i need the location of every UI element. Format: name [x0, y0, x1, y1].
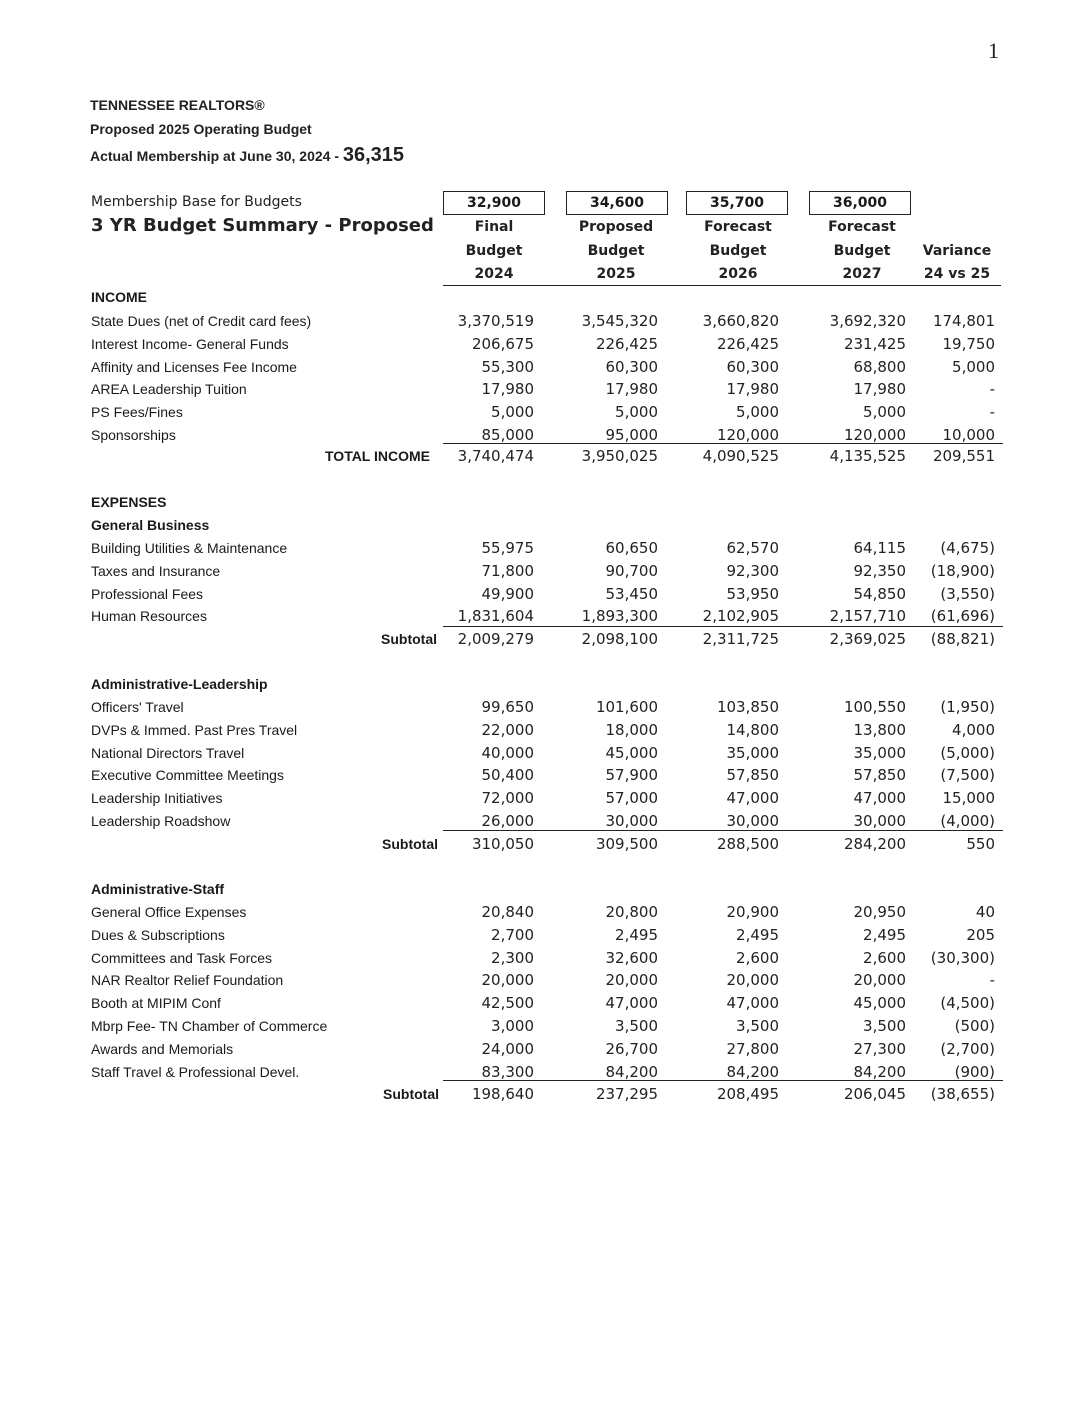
leadership-row-col-4: 47,000 [853, 789, 906, 808]
column-heading: Forecast [828, 219, 896, 235]
general-subtotal-col-4: 2,369,025 [829, 630, 906, 648]
membership-base-box: 32,900 [443, 191, 545, 215]
income-row-col-2: 95,000 [605, 426, 658, 444]
staff-row-col-1: 24,000 [481, 1039, 534, 1058]
income-row-label: State Dues (net of Credit card fees) [91, 313, 312, 329]
leadership-row-col-2: 57,900 [605, 766, 658, 785]
income-row-col-2: 60,300 [605, 357, 658, 376]
staff-row-col-2: 47,000 [605, 994, 658, 1013]
leadership-row-label: National Directors Travel [91, 744, 245, 761]
general-row-label: Taxes and Insurance [91, 562, 221, 579]
general-row-col-3: 2,102,905 [702, 607, 779, 626]
general-subtotal-col-2: 2,098,100 [581, 630, 658, 648]
staff-row-col-4: 84,200 [853, 1062, 906, 1081]
income-row-col-1: 17,980 [481, 380, 534, 399]
leadership-row-col-3: 30,000 [726, 812, 779, 830]
leadership-subtotal-col-4: 284,200 [843, 835, 906, 853]
staff-row-col-1: 20,840 [481, 903, 534, 921]
leadership-subtotal-label: Subtotal [382, 836, 438, 852]
leadership-row-col-5: (5,000) [940, 743, 995, 762]
expenses-heading: EXPENSES [91, 494, 167, 510]
income-row-label: Affinity and Licenses Fee Income [91, 358, 297, 375]
general-row-label: Building Utilities & Maintenance [91, 540, 288, 556]
membership-value: 36,315 [342, 144, 405, 166]
column-heading: Budget [465, 243, 523, 259]
column-heading: Variance [922, 243, 992, 259]
staff-row-col-2: 84,200 [605, 1062, 658, 1081]
income-row-col-4: 5,000 [863, 403, 906, 422]
leadership-row-col-5: 15,000 [942, 789, 995, 808]
general-row-col-3: 92,300 [726, 561, 779, 580]
income-row-label: Sponsorships [91, 427, 176, 443]
leadership-row-col-3: 47,000 [726, 789, 779, 808]
income-row-col-1: 206,675 [471, 334, 534, 353]
income-row-col-4: 17,980 [853, 380, 906, 399]
income-row-col-2: 3,545,320 [581, 312, 658, 330]
staff-row-col-3: 2,600 [736, 948, 779, 967]
income-row-col-5: - [989, 403, 995, 422]
leadership-row-col-1: 26,000 [481, 812, 534, 830]
general-section-heading: General Business [91, 517, 210, 533]
page-number: 1 [988, 38, 999, 63]
column-heading: Budget [587, 243, 645, 259]
income-row-label: PS Fees/Fines [91, 404, 183, 421]
general-row-col-2: 1,893,300 [581, 607, 658, 626]
leadership-row-col-2: 30,000 [605, 812, 658, 830]
staff-row-col-3: 2,495 [736, 925, 779, 944]
general-row-col-1: 55,975 [481, 539, 534, 557]
staff-row-col-3: 84,200 [726, 1062, 779, 1081]
leadership-subtotal-col-5: 550 [966, 835, 995, 853]
staff-row-col-5: (2,700) [940, 1039, 995, 1058]
staff-row-col-5: 205 [966, 925, 995, 944]
general-row-col-1: 71,800 [481, 561, 534, 580]
staff-subtotal-col-5: (38,655) [930, 1085, 995, 1103]
total-income-col-3: 4,090,525 [702, 447, 779, 465]
leadership-row-col-1: 72,000 [481, 789, 534, 808]
income-row-col-2: 5,000 [615, 403, 658, 422]
general-row-label: Professional Fees [91, 585, 204, 602]
staff-row-col-4: 45,000 [853, 994, 906, 1013]
staff-row-col-3: 3,500 [736, 1017, 779, 1035]
membership-base-box: 35,700 [686, 191, 788, 215]
membership-base-box: 34,600 [566, 191, 668, 215]
income-row-col-3: 226,425 [716, 334, 779, 353]
leadership-subtotal-col-1: 310,050 [471, 835, 534, 853]
staff-row-label: NAR Realtor Relief Foundation [91, 972, 284, 989]
income-row-label: Interest Income- General Funds [91, 335, 289, 352]
staff-row-col-1: 2,700 [491, 925, 534, 944]
general-row-col-3: 62,570 [726, 539, 779, 557]
staff-row-col-4: 27,300 [853, 1039, 906, 1058]
column-heading: 2026 [718, 266, 758, 282]
leadership-row-col-4: 30,000 [853, 812, 906, 830]
income-row-col-2: 226,425 [595, 334, 658, 353]
staff-row-col-2: 2,495 [615, 925, 658, 944]
staff-row-col-1: 42,500 [481, 994, 534, 1013]
staff-row-col-2: 20,800 [605, 903, 658, 921]
income-row-col-4: 3,692,320 [829, 312, 906, 330]
total-income-col-4: 4,135,525 [829, 447, 906, 465]
income-row-label: AREA Leadership Tuition [91, 381, 247, 398]
general-row-col-5: (3,550) [940, 584, 995, 603]
income-row-col-5: - [989, 380, 995, 399]
income-row-col-5: 19,750 [942, 334, 995, 353]
leadership-row-col-4: 13,800 [853, 720, 906, 739]
income-row-col-2: 17,980 [605, 380, 658, 399]
general-row-col-5: (4,675) [940, 539, 995, 557]
staff-row-label: General Office Expenses [91, 904, 247, 920]
income-row-col-5: 10,000 [942, 426, 995, 444]
staff-row-col-5: 40 [975, 903, 995, 921]
income-row-col-5: 174,801 [932, 312, 995, 330]
organization-name: TENNESSEE REALTORS® [90, 97, 265, 113]
income-row-col-3: 60,300 [726, 357, 779, 376]
general-row-col-4: 54,850 [853, 584, 906, 603]
membership-base-box: 36,000 [809, 191, 911, 215]
general-subtotal-col-3: 2,311,725 [702, 630, 779, 648]
leadership-row-col-1: 22,000 [481, 720, 534, 739]
staff-row-col-2: 32,600 [605, 948, 658, 967]
staff-row-col-3: 20,900 [726, 903, 779, 921]
general-subtotal-label: Subtotal [381, 631, 437, 647]
income-row-col-3: 17,980 [726, 380, 779, 399]
leadership-row-col-2: 57,000 [605, 789, 658, 808]
total-income-col-5: 209,551 [932, 447, 995, 465]
general-row-label: Human Resources [91, 608, 207, 625]
leadership-subtotal-col-2: 309,500 [595, 835, 658, 853]
staff-row-col-5: (4,500) [940, 994, 995, 1013]
leadership-row-col-1: 40,000 [481, 743, 534, 762]
staff-row-col-1: 3,000 [491, 1017, 534, 1035]
income-row-col-4: 120,000 [843, 426, 906, 444]
income-row-col-1: 3,370,519 [457, 312, 534, 330]
leadership-row-label: Leadership Roadshow [91, 813, 231, 829]
leadership-row-col-4: 57,850 [853, 766, 906, 785]
column-heading: 24 vs 25 [923, 266, 991, 282]
general-row-col-2: 60,650 [605, 539, 658, 557]
staff-row-col-4: 20,950 [853, 903, 906, 921]
column-heading: Budget [709, 243, 767, 259]
general-row-col-4: 92,350 [853, 561, 906, 580]
general-row-col-2: 53,450 [605, 584, 658, 603]
income-row-col-5: 5,000 [952, 357, 995, 376]
income-row-col-1: 55,300 [481, 357, 534, 376]
staff-row-col-1: 2,300 [491, 948, 534, 967]
leadership-row-col-5: (7,500) [940, 766, 995, 785]
leadership-row-col-5: 4,000 [952, 720, 995, 739]
income-row-col-4: 231,425 [843, 334, 906, 353]
staff-row-col-2: 26,700 [605, 1039, 658, 1058]
staff-row-col-3: 20,000 [726, 971, 779, 990]
leadership-row-col-1: 99,650 [481, 698, 534, 716]
staff-row-label: Mbrp Fee- TN Chamber of Commerce [91, 1018, 328, 1034]
leadership-row-label: Leadership Initiatives [91, 790, 223, 807]
leadership-row-col-1: 50,400 [481, 766, 534, 785]
income-row-col-1: 5,000 [491, 403, 534, 422]
leadership-row-col-2: 18,000 [605, 720, 658, 739]
income-row-col-3: 3,660,820 [702, 312, 779, 330]
staff-subtotal-col-1: 198,640 [471, 1085, 534, 1103]
staff-row-label: Staff Travel & Professional Devel. [91, 1063, 300, 1080]
total-income-rule [443, 443, 1003, 444]
staff-row-col-4: 20,000 [853, 971, 906, 990]
summary-title: 3 YR Budget Summary - Proposed [91, 215, 434, 236]
leadership-row-col-5: (1,950) [940, 698, 995, 716]
leadership-row-col-4: 100,550 [843, 698, 906, 716]
income-row-col-4: 68,800 [853, 357, 906, 376]
staff-row-col-2: 3,500 [615, 1017, 658, 1035]
membership-label: Actual Membership at June 30, 2024 - [90, 148, 343, 164]
leadership-section-heading: Administrative-Leadership [91, 676, 268, 692]
leadership-row-col-4: 35,000 [853, 743, 906, 762]
general-row-col-1: 1,831,604 [457, 607, 534, 626]
staff-row-col-5: (500) [954, 1017, 995, 1035]
staff-row-col-4: 3,500 [863, 1017, 906, 1035]
staff-subtotal-rule [443, 1080, 1003, 1081]
staff-section-heading: Administrative-Staff [91, 881, 225, 897]
income-row-col-1: 85,000 [481, 426, 534, 444]
total-income-col-2: 3,950,025 [581, 447, 658, 465]
general-row-col-4: 2,157,710 [829, 607, 906, 626]
staff-row-label: Booth at MIPIM Conf [91, 995, 221, 1012]
staff-row-col-1: 83,300 [481, 1062, 534, 1081]
column-heading: Final [474, 219, 514, 235]
document-subtitle: Proposed 2025 Operating Budget [90, 121, 312, 137]
staff-row-col-4: 2,495 [863, 925, 906, 944]
column-heading: 2025 [596, 266, 636, 282]
general-row-col-5: (61,696) [930, 607, 995, 626]
leadership-row-col-3: 57,850 [726, 766, 779, 785]
column-heading: Proposed [578, 219, 654, 235]
total-income-col-1: 3,740,474 [457, 447, 534, 465]
staff-row-col-5: - [989, 971, 995, 990]
leadership-row-label: Executive Committee Meetings [91, 767, 284, 784]
leadership-row-col-3: 14,800 [726, 720, 779, 739]
income-row-col-3: 5,000 [736, 403, 779, 422]
staff-row-label: Dues & Subscriptions [91, 926, 225, 943]
staff-row-label: Committees and Task Forces [91, 949, 273, 966]
leadership-row-col-2: 101,600 [595, 698, 658, 716]
staff-subtotal-col-4: 206,045 [843, 1085, 906, 1103]
leadership-row-col-2: 45,000 [605, 743, 658, 762]
general-row-col-3: 53,950 [726, 584, 779, 603]
income-row-col-3: 120,000 [716, 426, 779, 444]
column-heading: Forecast [704, 219, 772, 235]
staff-subtotal-col-3: 208,495 [716, 1085, 779, 1103]
staff-row-col-2: 20,000 [605, 971, 658, 990]
staff-row-col-3: 47,000 [726, 994, 779, 1013]
staff-row-col-5: (900) [954, 1062, 995, 1081]
column-heading: 2027 [842, 266, 882, 282]
general-row-col-4: 64,115 [853, 539, 906, 557]
leadership-row-col-3: 35,000 [726, 743, 779, 762]
leadership-subtotal-rule [443, 830, 1003, 831]
leadership-row-col-5: (4,000) [940, 812, 995, 830]
general-row-col-5: (18,900) [930, 561, 995, 580]
leadership-row-col-3: 103,850 [716, 698, 779, 716]
general-subtotal-col-1: 2,009,279 [457, 630, 534, 648]
staff-subtotal-col-2: 237,295 [595, 1085, 658, 1103]
income-heading: INCOME [91, 289, 147, 305]
leadership-row-label: DVPs & Immed. Past Pres Travel [91, 721, 298, 738]
general-subtotal-rule [443, 626, 1003, 627]
staff-row-col-5: (30,300) [930, 948, 995, 967]
staff-row-col-1: 20,000 [481, 971, 534, 990]
header-underline [443, 285, 1001, 286]
total-income-label: TOTAL INCOME [325, 448, 430, 464]
general-row-col-1: 49,900 [481, 584, 534, 603]
leadership-row-label: Officers' Travel [91, 699, 184, 715]
column-heading: 2024 [474, 266, 514, 282]
staff-row-col-4: 2,600 [863, 948, 906, 967]
leadership-subtotal-col-3: 288,500 [716, 835, 779, 853]
staff-subtotal-label: Subtotal [383, 1086, 439, 1102]
column-heading: Budget [833, 243, 891, 259]
membership-base-label: Membership Base for Budgets [91, 194, 302, 210]
general-subtotal-col-5: (88,821) [930, 630, 995, 648]
general-row-col-2: 90,700 [605, 561, 658, 580]
staff-row-col-3: 27,800 [726, 1039, 779, 1058]
staff-row-label: Awards and Memorials [91, 1040, 234, 1057]
